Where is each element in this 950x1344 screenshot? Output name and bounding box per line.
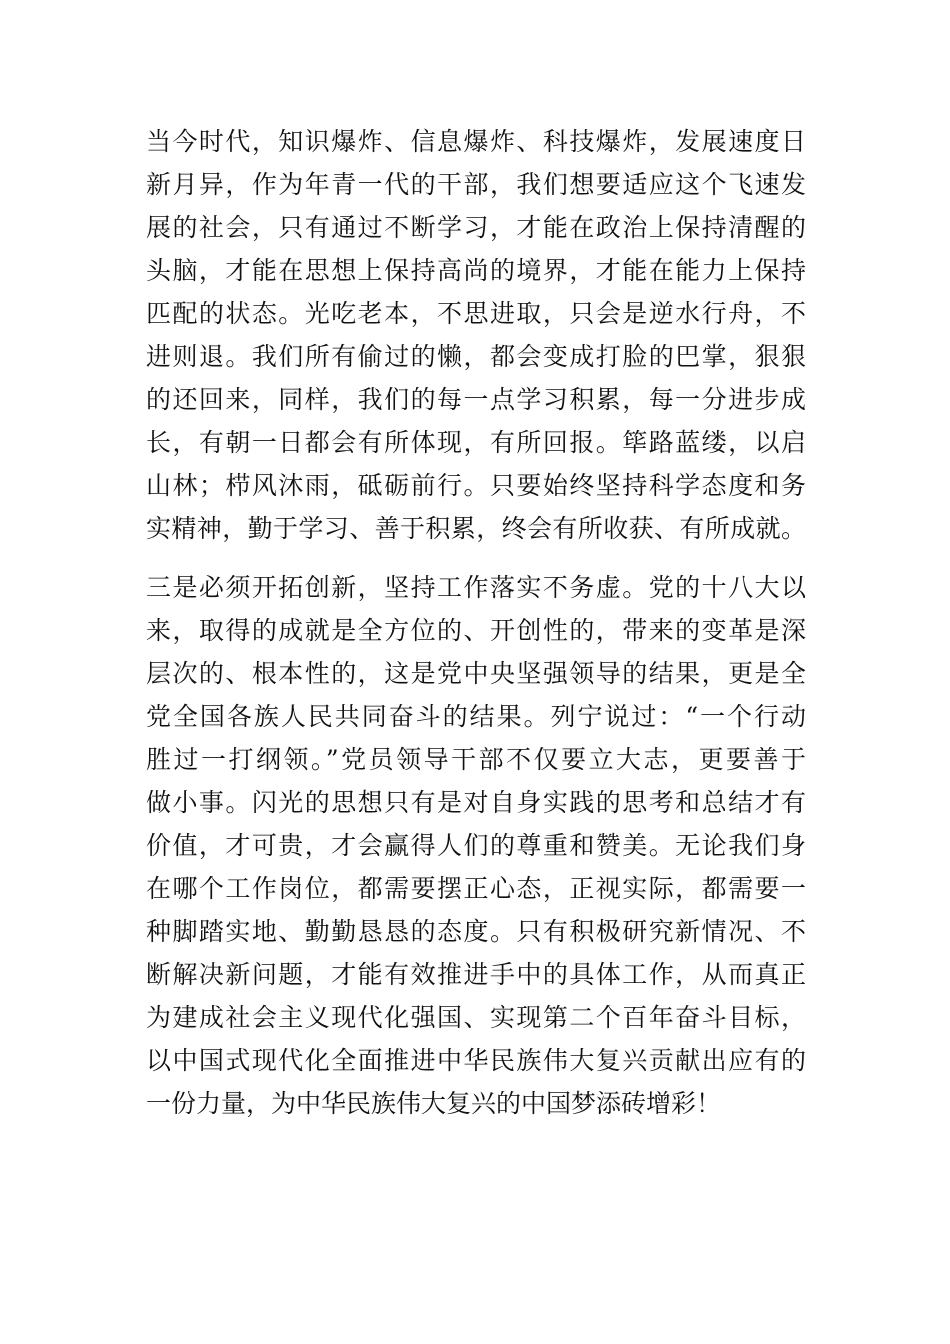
- text-line: 层次的、根本性的，这是党中央坚强领导的结果，更是全: [146, 659, 806, 688]
- text-line: 三是必须开拓创新，坚持工作落实不务虚。党的十八大以: [146, 573, 806, 602]
- text-line: 山林；栉风沐雨，砥砺前行。只要始终坚持科学态度和务: [146, 471, 806, 500]
- text-line: 展的社会，只有通过不断学习，才能在政治上保持清醒的: [146, 213, 806, 242]
- text-line: 胜过一打纲领。”党员领导干部不仅要立大志，更要善于: [146, 745, 806, 774]
- text-line: 进则退。我们所有偷过的懒，都会变成打脸的巴掌，狠狠: [146, 342, 806, 371]
- text-line: 做小事。闪光的思想只有是对自身实践的思考和总结才有: [146, 788, 806, 817]
- text-line: 在哪个工作岗位，都需要摆正心态，正视实际，都需要一: [146, 874, 806, 903]
- text-line: 一份力量，为中华民族伟大复兴的中国梦添砖增彩！: [146, 1089, 722, 1118]
- paragraph-innovation: [146, 566, 806, 1125]
- text-line: 实精神，勤于学习、善于积累，终会有所收获、有所成就。: [146, 514, 806, 543]
- text-line: 长，有朝一日都会有所体现，有所回报。筚路蓝缕，以启: [146, 428, 806, 457]
- text-line: 匹配的状态。光吃老本，不思进取，只会是逆水行舟，不: [146, 299, 806, 328]
- text-line: 党全国各族人民共同奋斗的结果。列宁说过：“一个行动: [146, 702, 806, 731]
- text-line: 断解决新问题，才能有效推进手中的具体工作，从而真正: [146, 960, 806, 989]
- text-line: 以中国式现代化全面推进中华民族伟大复兴贡献出应有的: [146, 1046, 806, 1075]
- text-line: 来，取得的成就是全方位的、开创性的，带来的变革是深: [146, 616, 806, 645]
- text-line: 当今时代，知识爆炸、信息爆炸、科技爆炸，发展速度日: [146, 127, 806, 156]
- paragraph-learning: [146, 120, 806, 550]
- text-line: 的还回来，同样，我们的每一点学习积累，每一分进步成: [146, 385, 806, 414]
- text-line: 新月异，作为年青一代的干部，我们想要适应这个飞速发: [146, 170, 806, 199]
- text-line: 价值，才可贵，才会赢得人们的尊重和赞美。无论我们身: [146, 831, 806, 860]
- text-line: 为建成社会主义现代化强国、实现第二个百年奋斗目标，: [146, 1003, 806, 1032]
- text-line: 头脑，才能在思想上保持高尚的境界，才能在能力上保持: [146, 256, 806, 285]
- text-line: 种脚踏实地、勤勤恳恳的态度。只有积极研究新情况、不: [146, 917, 806, 946]
